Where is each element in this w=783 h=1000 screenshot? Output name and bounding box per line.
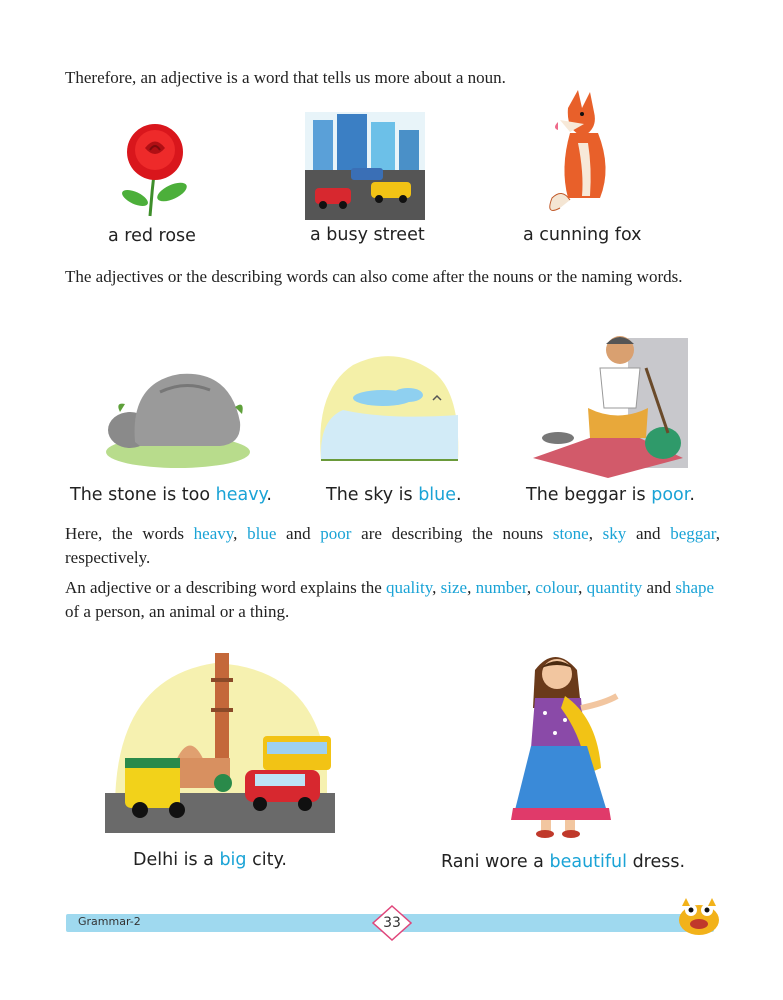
- page-number-badge: [372, 905, 412, 941]
- caption-rani: Rani wore a beautiful dress.: [441, 852, 686, 872]
- busy-street-illustration: [305, 112, 425, 220]
- paragraph-adjective-explains: An adjective or a describing word explains the quality, size, number, colour, quantity and shape of a person, an animal or a thing.: [65, 578, 715, 621]
- adjective-blue: blue: [418, 485, 457, 505]
- big-city-illustration: [105, 648, 335, 838]
- red-rose-illustration: [110, 120, 200, 220]
- cunning-fox-illustration: [540, 88, 620, 223]
- adjective-beautiful: beautiful: [549, 852, 627, 872]
- mascot-monster-icon: [676, 896, 722, 936]
- adjective-heavy: heavy: [215, 485, 267, 505]
- footer-book-title: Grammar-2: [78, 915, 141, 928]
- stone-illustration: [100, 362, 250, 474]
- beggar-illustration: [528, 328, 690, 478]
- caption-busy-street: a busy street: [310, 225, 425, 245]
- caption-sky: The sky is blue.: [326, 485, 462, 505]
- page-number: 33: [383, 915, 401, 931]
- caption-beggar: The beggar is poor.: [526, 485, 695, 505]
- caption-stone: The stone is too heavy.: [70, 485, 272, 505]
- paragraph-describing-words: Here, the words heavy, blue and poor are describing the nouns stone, sky and beggar, respectively.: [65, 524, 721, 567]
- blue-sky-illustration: [313, 350, 463, 472]
- adjective-big: big: [219, 850, 247, 870]
- caption-cunning-fox: a cunning fox: [523, 225, 642, 245]
- paragraph-after-nouns: The adjectives or the describing words can also come after the nouns or the naming words.: [65, 267, 683, 286]
- rani-girl-illustration: [505, 648, 625, 840]
- intro-text: Therefore, an adjective is a word that tells us more about a noun.: [65, 68, 506, 87]
- caption-delhi: Delhi is a big city.: [133, 850, 287, 870]
- caption-red-rose: a red rose: [108, 226, 196, 246]
